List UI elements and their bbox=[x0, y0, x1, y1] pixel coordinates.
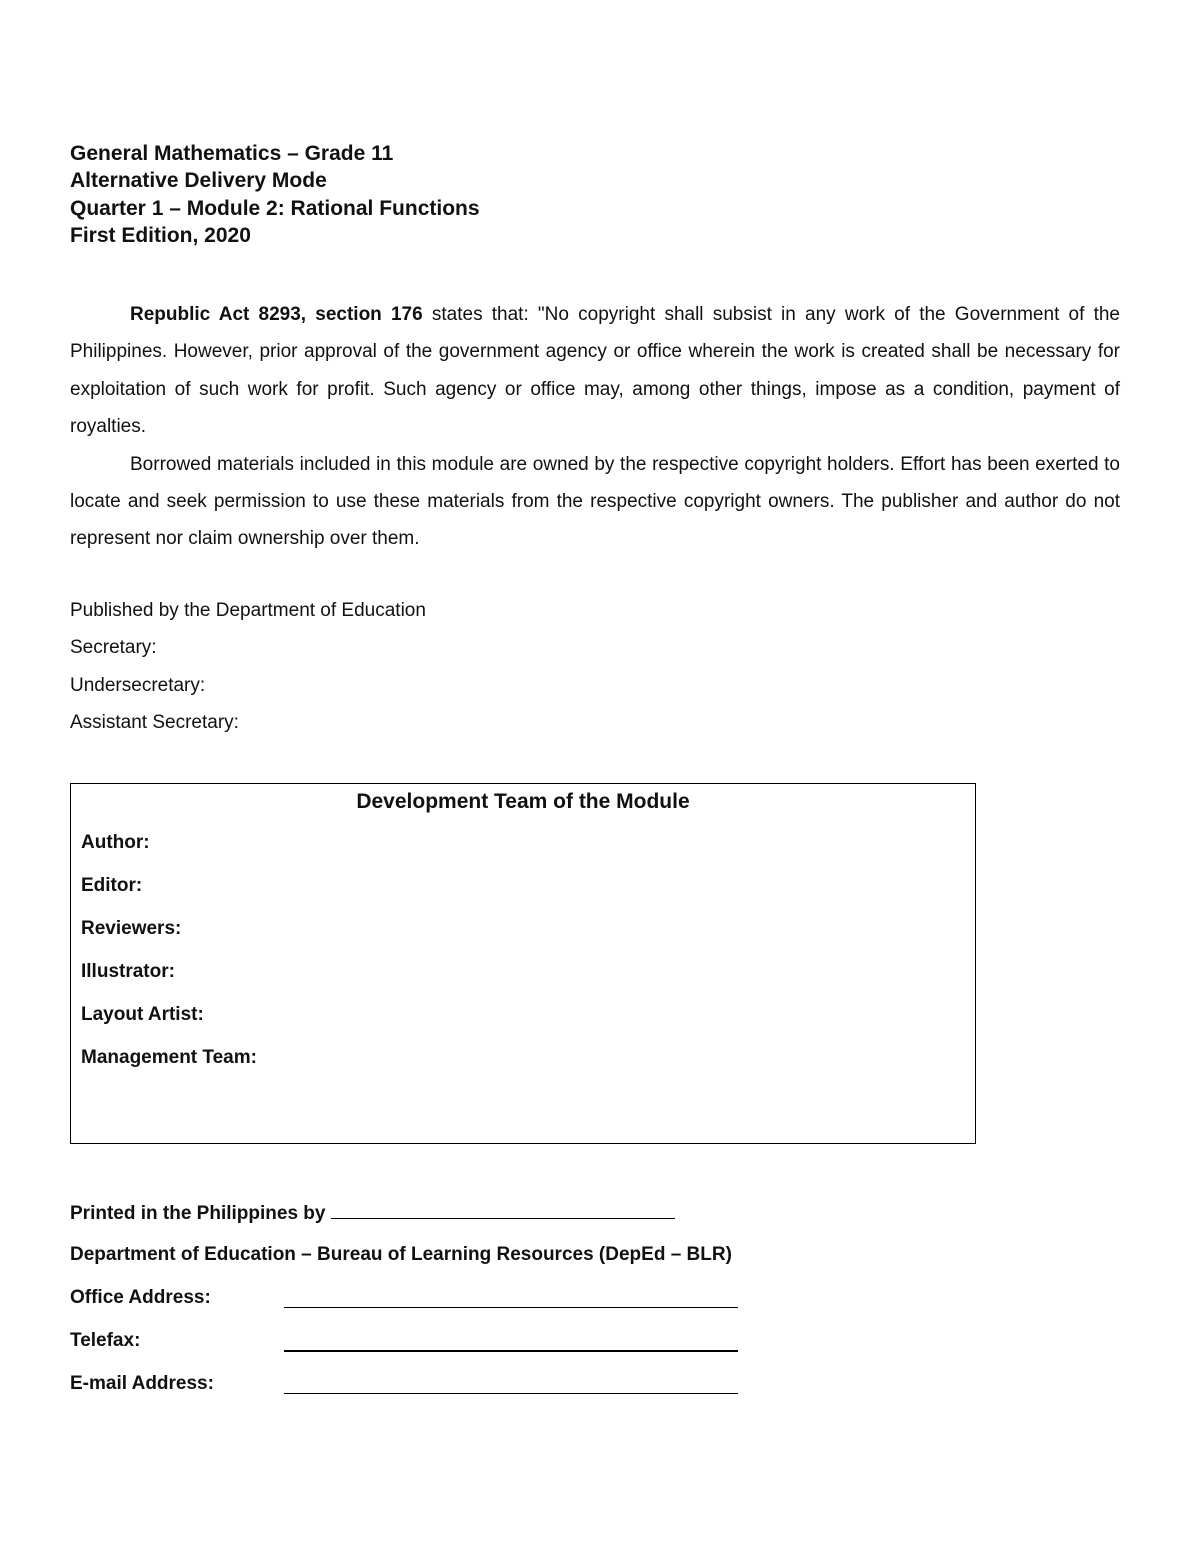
department-name: Department of Education – Bureau of Learning Resources (DepEd – BLR) bbox=[70, 1244, 732, 1265]
published-by: Published by the Department of Education bbox=[70, 600, 426, 621]
copyright-paragraph-2: Borrowed materials included in this module are owned by the respective copyright holders. Effort has been exerted to locate and seek permission to use these materials from the respective copyright owners. The publisher and author do not represent nor claim ownership over them. bbox=[70, 453, 1120, 550]
telefax-label: Telefax: bbox=[70, 1330, 141, 1351]
undersecretary-label: Undersecretary: bbox=[70, 674, 206, 696]
assistant-secretary-label: Assistant Secretary: bbox=[70, 712, 239, 734]
email-address-label: E-mail Address: bbox=[70, 1373, 214, 1394]
printed-by-label: Printed in the Philippines by bbox=[70, 1203, 326, 1224]
telefax-blank-line bbox=[284, 1350, 738, 1352]
copyright-paragraph-1 bbox=[70, 296, 1120, 446]
development-team-title: Development Team of the Module bbox=[356, 790, 690, 813]
editor-label: Editor: bbox=[81, 875, 143, 896]
module-subject-title: General Mathematics – Grade 11 bbox=[70, 142, 394, 165]
republic-act-reference: Republic Act 8293, section 176 bbox=[130, 304, 423, 325]
printed-by-row bbox=[70, 1196, 732, 1239]
author-label: Author: bbox=[81, 832, 150, 853]
secretary-label: Secretary: bbox=[70, 637, 157, 659]
office-address-row bbox=[70, 1282, 732, 1325]
copyright-paragraph-1-text: states that: "No copyright shall subsist in any work of the Government of the Philippines. However, prior approval of the government agency or office wherein the work is created shall be necessary for exploitation of such work for profit. Such agency or office may, among other things, impose as a condition, payment of royalties. bbox=[70, 304, 1120, 438]
printing-info bbox=[70, 1196, 732, 1411]
development-team-box bbox=[70, 783, 976, 1144]
edition: First Edition, 2020 bbox=[70, 223, 251, 247]
telefax-row bbox=[70, 1325, 732, 1368]
office-address-label: Office Address: bbox=[70, 1287, 211, 1308]
delivery-mode: Alternative Delivery Mode bbox=[70, 169, 327, 193]
module-title: Quarter 1 – Module 2: Rational Functions bbox=[70, 196, 480, 220]
illustrator-label: Illustrator: bbox=[81, 961, 175, 982]
reviewers-label: Reviewers: bbox=[81, 918, 182, 939]
office-address-blank-line bbox=[284, 1307, 738, 1308]
email-address-row bbox=[70, 1368, 732, 1411]
department-row bbox=[70, 1239, 732, 1282]
printed-by-blank-line bbox=[331, 1196, 675, 1219]
development-team-list bbox=[81, 829, 257, 1087]
management-team-label: Management Team: bbox=[81, 1047, 257, 1068]
layout-artist-label: Layout Artist: bbox=[81, 1004, 204, 1025]
email-address-blank-line bbox=[284, 1393, 738, 1394]
module-header bbox=[70, 140, 480, 249]
publisher-section bbox=[70, 592, 426, 742]
copyright-notice bbox=[70, 296, 1120, 558]
